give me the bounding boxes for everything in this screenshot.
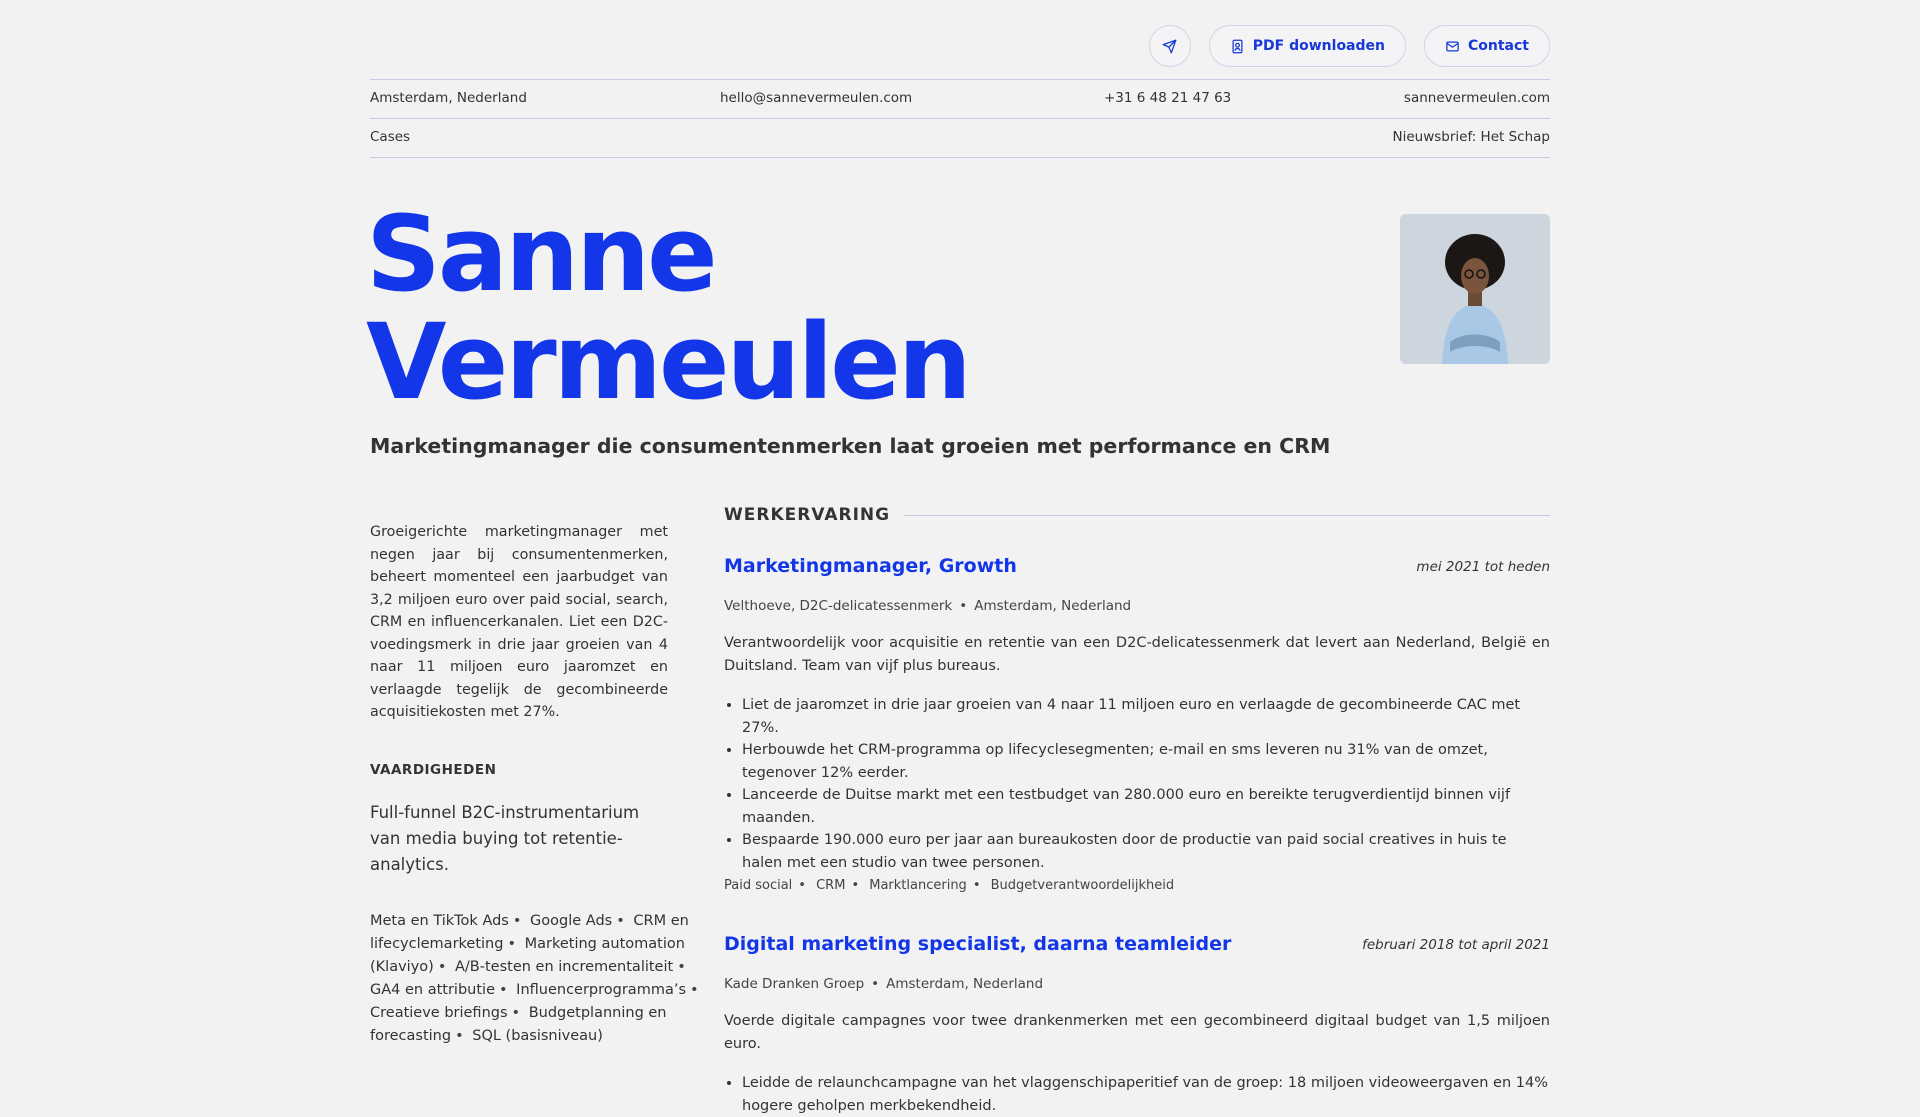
company-name: Velthoeve, D2C-delicatessenmerk (724, 598, 953, 614)
share-button[interactable] (1149, 25, 1191, 67)
skill-item: CRM en lifecyclemarketing (370, 912, 689, 952)
job-title: Digital marketing specialist, daarna teamleider (724, 933, 1232, 955)
tag: Paid social (724, 878, 793, 893)
separator: • (616, 912, 625, 929)
location-text: Amsterdam, Nederland (370, 90, 527, 106)
achievement-item: • Herbouwde het CRM-programma op lifecyclesegmenten; e-mail en sms leveren nu 31% van de omzet, tegenover 12% eerder. (742, 739, 1550, 784)
separator: • (972, 878, 981, 893)
skills-list (370, 910, 710, 1048)
tag: Budgetverantwoordelijkheid (990, 878, 1175, 893)
job-org (724, 976, 1550, 992)
pdf-download-button[interactable] (1209, 25, 1406, 67)
top-actions (1149, 25, 1550, 67)
separator: • (690, 981, 699, 998)
divider (370, 79, 1550, 80)
job-dates: februari 2018 tot april 2021 (1362, 937, 1550, 953)
separator: • (798, 878, 806, 893)
job-entry (724, 555, 1550, 893)
send-icon (1162, 39, 1177, 54)
phone-link[interactable]: +31 6 48 21 47 63 (1104, 90, 1232, 106)
mail-icon (1445, 39, 1460, 54)
separator: • (512, 912, 522, 929)
separator: • (499, 981, 508, 998)
summary-text: Groeigerichte marketingmanager met negen jaar bij consumentenmerken, beheert momenteel een jaarbudget van 3,2 miljoen euro over paid social, search, CRM en influencerkanalen. Liet een D2C-voedingsmerk in drie jaar groeien van 4 naar 11 miljoen euro jaaromzet en verlaagde tegelijk de gecombineerde acquisitiekosten met 27%. (370, 524, 668, 720)
achievement-item: • Bespaarde 190.000 euro per jaar aan bureaukosten door de productie van paid social creatives in huis te halen met een studio van twee personen. (742, 829, 1550, 874)
skill-item: Meta en TikTok Ads (370, 912, 509, 929)
job-description: Voerde digitale campagnes voor twee drankenmerken met een gecombineerd digitaal budget van 1,5 miljoen euro. (724, 1013, 1550, 1052)
skill-item: Budgetplanning en forecasting (370, 1004, 667, 1044)
job-dates: mei 2021 tot heden (1416, 559, 1550, 575)
achievement-item: • Leidde de relaunchcampagne van het vlaggenschipaperitief van de groep: 18 miljoen videoweergaven en 14% hogere geholpen merkbekendheid. (742, 1072, 1550, 1117)
skills-lead: Full-funnel B2C-instrumentarium van media buying tot retentie-analytics. (370, 802, 640, 874)
tagline: Marketingmanager die consumentenmerken laat groeien met performance en CRM (370, 434, 1331, 458)
sidebar (370, 521, 699, 1048)
separator: • (871, 976, 880, 992)
divider (370, 118, 1550, 119)
divider (904, 515, 1550, 516)
contact-button[interactable] (1424, 25, 1550, 67)
skills-heading: VAARDIGHEDEN (370, 761, 497, 778)
job-entry (724, 933, 1550, 1117)
contact-label: Contact (1468, 38, 1529, 54)
first-name: Sanne (366, 193, 715, 315)
job-title: Marketingmanager, Growth (724, 555, 1017, 577)
job-org (724, 598, 1550, 614)
cases-link[interactable]: Cases (370, 129, 411, 145)
website-link[interactable]: sannevermeulen.com (1403, 90, 1550, 106)
skill-item: GA4 en attributie (370, 981, 495, 998)
file-user-icon (1230, 39, 1245, 54)
job-location: Amsterdam, Nederland (886, 976, 1044, 992)
separator: • (677, 958, 686, 975)
pdf-download-label: PDF downloaden (1252, 38, 1385, 54)
job-location: Amsterdam, Nederland (974, 598, 1132, 614)
job-description: Verantwoordelijk voor acquisitie en retentie van een D2C-delicatessenmerk dat levert aan Nederland, België en Duitsland. Team van vijf plus bureaus. (724, 635, 1550, 674)
person-name (366, 193, 969, 423)
job-achievements (724, 694, 1550, 874)
skill-item: SQL (basisniveau) (472, 1027, 603, 1044)
separator: • (455, 1027, 464, 1044)
links-row (370, 129, 1550, 145)
achievement-item: • Liet de jaaromzet in drie jaar groeien van 4 naar 11 miljoen euro en verlaagde de gecombineerde CAC met 27%. (742, 694, 1550, 739)
profile-photo (1400, 214, 1550, 364)
separator: • (437, 958, 447, 975)
separator: • (511, 1004, 521, 1021)
portrait-image (1400, 214, 1550, 364)
separator: • (507, 935, 517, 952)
skill-item: Google Ads (530, 912, 613, 929)
section-header (724, 505, 1550, 525)
experience-heading: WERKERVARING (724, 505, 891, 525)
skill-item: Influencerprogramma’s (516, 981, 686, 998)
skill-item: Creatieve briefings (370, 1004, 508, 1021)
tag: Marktlancering (869, 878, 967, 893)
achievement-item: • Lanceerde de Duitse markt met een testbudget van 280.000 euro en bereikte terugverdientijd binnen vijf maanden. (742, 784, 1550, 829)
skill-item: A/B-testen en incrementaliteit (454, 958, 674, 975)
experience-section (724, 505, 1550, 1117)
job-achievements (724, 1072, 1550, 1117)
separator: • (959, 598, 968, 614)
newsletter-link[interactable]: Nieuwsbrief: Het Schap (1392, 129, 1550, 145)
separator: • (851, 878, 860, 893)
email-link[interactable]: hello@sannevermeulen.com (720, 90, 913, 106)
job-tags (724, 878, 1550, 893)
skill-item: Marketing automation (Klaviyo) (370, 935, 685, 975)
last-name: Vermeulen (366, 301, 969, 423)
tag: CRM (816, 878, 846, 893)
company-name: Kade Dranken Groep (724, 976, 865, 992)
divider (370, 157, 1550, 158)
